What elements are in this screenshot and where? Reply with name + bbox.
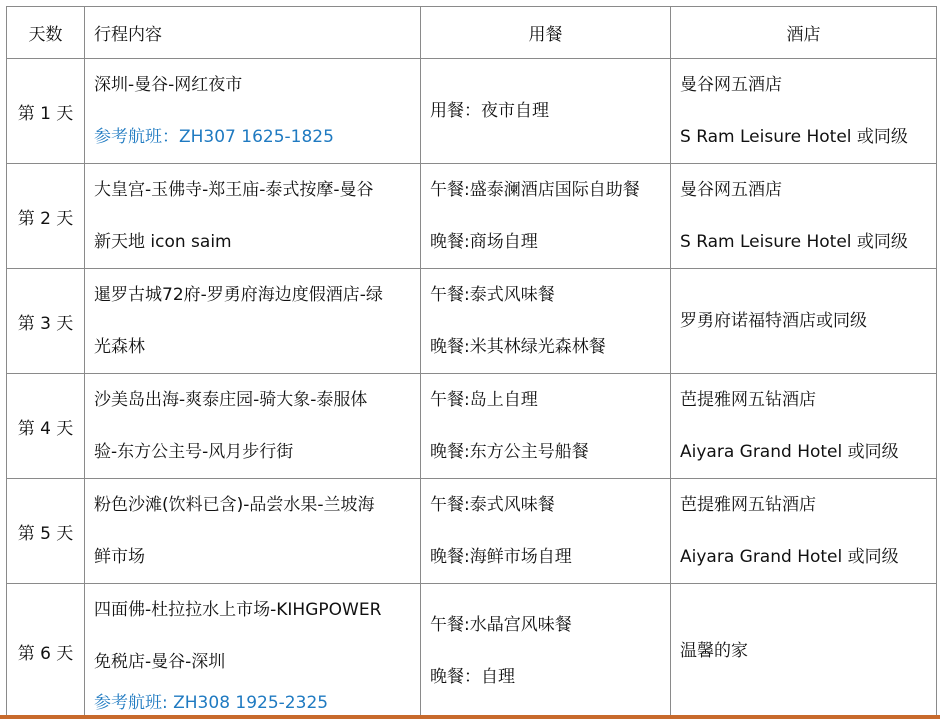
table-row xyxy=(7,479,937,584)
route-line: 新天地 icon saim xyxy=(94,232,232,252)
meal-cell xyxy=(421,164,671,269)
meal-line: 午餐:盛泰澜酒店国际自助餐 xyxy=(430,180,640,200)
hotel-cell xyxy=(671,59,937,164)
route-cell xyxy=(85,584,421,719)
hotel-line: 罗勇府诺福特酒店或同级 xyxy=(680,311,867,331)
meal-line: 午餐:岛上自理 xyxy=(430,390,538,410)
header-meal: 用餐 xyxy=(421,7,671,59)
day-label: 第 1 天 xyxy=(7,59,85,164)
hotel-line: Aiyara Grand Hotel 或同级 xyxy=(680,547,899,567)
table-row xyxy=(7,584,937,719)
meal-cell xyxy=(421,584,671,719)
header-hotel: 酒店 xyxy=(671,7,937,59)
hotel-cell xyxy=(671,164,937,269)
hotel-line: S Ram Leisure Hotel 或同级 xyxy=(680,232,908,252)
meal-cell xyxy=(421,374,671,479)
route-line: 粉色沙滩(饮料已含)-品尝水果-兰坡海 xyxy=(94,495,375,515)
hotel-cell xyxy=(671,479,937,584)
route-cell xyxy=(85,59,421,164)
day-label: 第 3 天 xyxy=(7,269,85,374)
route-line: 四面佛-杜拉拉水上市场-KIHGPOWER xyxy=(94,600,382,620)
header-row xyxy=(7,7,937,59)
hotel-cell xyxy=(671,269,937,374)
meal-line: 午餐:水晶宫风味餐 xyxy=(430,615,572,635)
header-route: 行程内容 xyxy=(85,7,421,59)
flight-info: 参考航班: ZH308 1925-2325 xyxy=(94,693,329,713)
meal-cell xyxy=(421,59,671,164)
meal-cell xyxy=(421,479,671,584)
route-line: 暹罗古城72府-罗勇府海边度假酒店-绿 xyxy=(94,285,383,305)
route-line: 深圳-曼谷-网红夜市 xyxy=(94,75,243,95)
route-cell xyxy=(85,164,421,269)
route-line: 沙美岛出海-爽泰庄园-骑大象-泰服体 xyxy=(94,390,368,410)
meal-line: 晚餐：自理 xyxy=(430,667,515,687)
route-line: 光森林 xyxy=(94,337,145,357)
day-label: 第 2 天 xyxy=(7,164,85,269)
meal-line: 用餐：夜市自理 xyxy=(430,101,549,121)
table-row xyxy=(7,374,937,479)
day-label: 第 5 天 xyxy=(7,479,85,584)
flight-info: 参考航班：ZH307 1625-1825 xyxy=(94,127,334,147)
hotel-line: 芭提雅网五钻酒店 xyxy=(680,495,816,515)
day-label: 第 6 天 xyxy=(7,584,85,719)
hotel-cell xyxy=(671,584,937,719)
meal-line: 晚餐:商场自理 xyxy=(430,232,538,252)
table-row xyxy=(7,269,937,374)
hotel-line: 温馨的家 xyxy=(680,641,748,661)
hotel-line: 芭提雅网五钻酒店 xyxy=(680,390,816,410)
table-row xyxy=(7,164,937,269)
hotel-line: 曼谷网五酒店 xyxy=(680,75,782,95)
header-day: 天数 xyxy=(7,7,85,59)
hotel-cell xyxy=(671,374,937,479)
route-cell xyxy=(85,479,421,584)
route-cell xyxy=(85,269,421,374)
route-line: 大皇宫-玉佛寺-郑王庙-泰式按摩-曼谷 xyxy=(94,180,374,200)
meal-line: 晚餐:米其林绿光森林餐 xyxy=(430,337,606,357)
table-row xyxy=(7,59,937,164)
meal-line: 晚餐:东方公主号船餐 xyxy=(430,442,589,462)
hotel-line: S Ram Leisure Hotel 或同级 xyxy=(680,127,908,147)
route-line: 鲜市场 xyxy=(94,547,145,567)
meal-cell xyxy=(421,269,671,374)
meal-line: 晚餐:海鲜市场自理 xyxy=(430,547,572,567)
day-label: 第 4 天 xyxy=(7,374,85,479)
route-cell xyxy=(85,374,421,479)
itinerary-table xyxy=(6,6,937,719)
bottom-divider xyxy=(0,715,940,719)
route-line: 验-东方公主号-风月步行街 xyxy=(94,442,294,462)
route-line: 免税店-曼谷-深圳 xyxy=(94,652,226,672)
meal-line: 午餐:泰式风味餐 xyxy=(430,285,555,305)
hotel-line: Aiyara Grand Hotel 或同级 xyxy=(680,442,899,462)
hotel-line: 曼谷网五酒店 xyxy=(680,180,782,200)
meal-line: 午餐:泰式风味餐 xyxy=(430,495,555,515)
